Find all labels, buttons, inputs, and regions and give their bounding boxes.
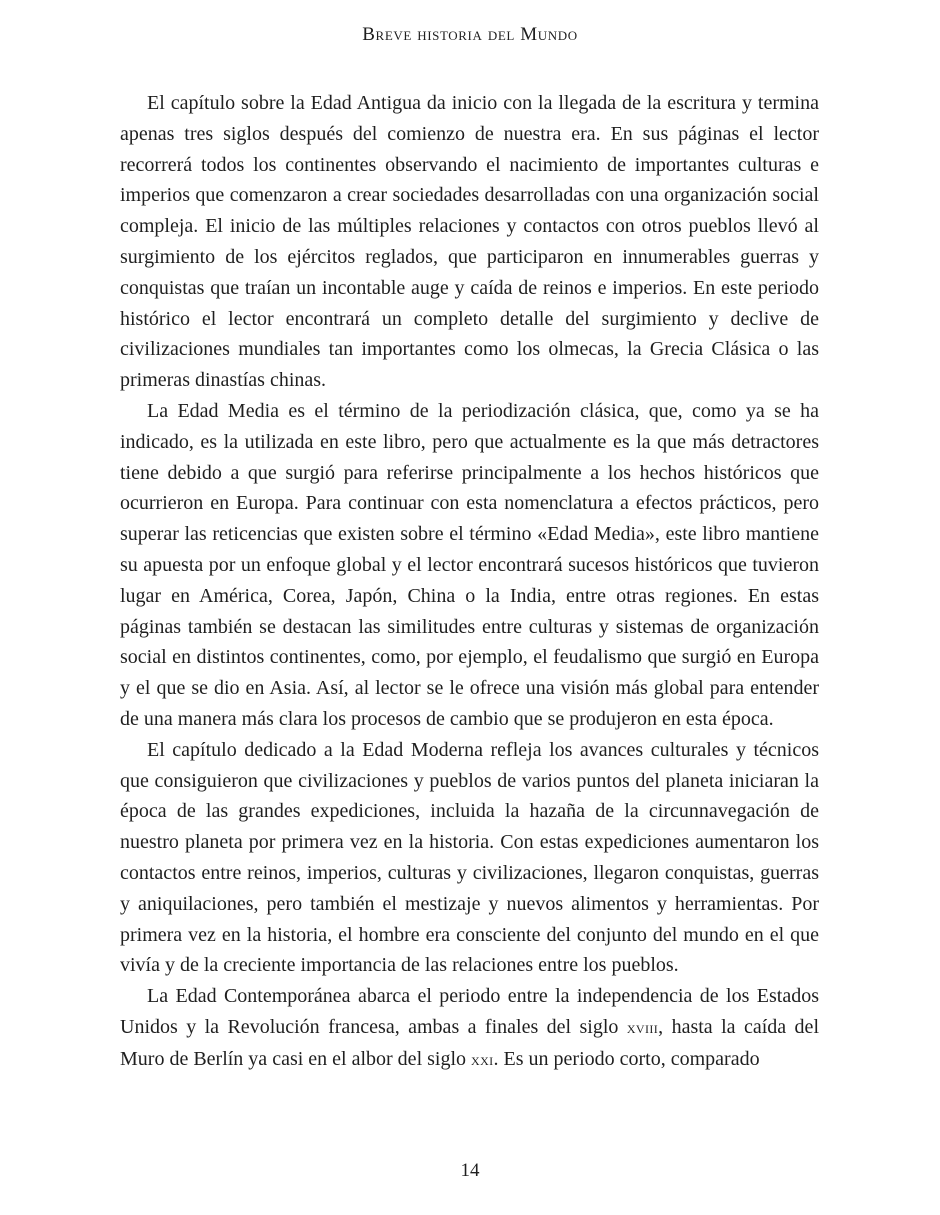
paragraph-edad-moderna: El capítulo dedicado a la Edad Moderna refleja los avances culturales y técnicos que consiguieron que civilizaciones y pueblos de varios puntos del planeta iniciaran la época de las grandes expediciones, incluida la hazaña de la circunnavegación de nuestro planeta por primera vez en la historia. Con estas expediciones aumentaron los contactos entre reinos, imperios, culturas y civilizaciones, llegaron conquistas, guerras y aniquilaciones, pero también el mestizaje y nuevos alimentos y herramientas. Por primera vez en la historia, el hombre era consciente del conjunto del mundo en el que vivía y de la creciente importancia de las relaciones entre los pueblos.: [120, 738, 819, 977]
century-numeral: xviii: [626, 1017, 659, 1037]
body-text: [120, 88, 819, 1076]
paragraph-edad-media: La Edad Media es el término de la periodización clásica, que, como ya se ha indicado, es la utilizada en este libro, pero que actualmente es la que más detractores tiene debido a que surgió para referirse principalmente a los hechos históricos que ocurrieron en Europa. Para continuar con esta nomenclatura a efectos prácticos, pero superar las reticencias que existen sobre el término «Edad Media», este libro mantiene su apuesta por un enfoque global y el lector encontrará sucesos históricos que tuvieron lugar en América, Corea, Japón, China o la India, entre otras regiones. En estas páginas también se destacan las similitudes entre culturas y sistemas de organización social en distintos continentes, como, por ejemplo, el feudalismo que surgió en Europa y el que se dio en Asia. Así, al lector se le ofrece una visión más global para entender de una manera más clara los procesos de cambio que se produjeron en esta época.: [120, 399, 819, 730]
paragraph-edad-contemporanea: [120, 981, 819, 1075]
page-number: 14: [460, 1160, 480, 1181]
running-header: Breve historia del Mundo: [362, 24, 578, 45]
paragraph-text-segment: , hasta la caída del Muro de Berlín ya casi en el albor del siglo: [120, 1015, 819, 1070]
paragraph-text-segment: La Edad Contemporánea abarca el periodo entre la independencia de los Estados Unidos y la Revolución francesa, ambas a finales del siglo: [120, 985, 819, 1038]
paragraph-edad-antigua: El capítulo sobre la Edad Antigua da inicio con la llegada de la escritura y termina apenas tres siglos después del comienzo de nuestra era. En sus páginas el lector recorrerá todos los continentes observando el nacimiento de importantes culturas e imperios que comenzaron a crear sociedades desarrolladas con una organización social compleja. El inicio de las múltiples relaciones y contactos con otros pueblos llevó al surgimiento de los ejércitos reglados, que participaron en innumerables guerras y conquistas que traían un incontable auge y caída de reinos e imperios. En este periodo histórico el lector encontrará un completo detalle del surgimiento y declive de civilizaciones mundiales tan importantes como los olmecas, la Grecia Clásica o las primeras dinastías chinas.: [120, 92, 819, 392]
paragraph-text-segment: . Es un periodo corto, comparado: [493, 1047, 760, 1070]
century-numeral: xxi: [471, 1049, 494, 1069]
